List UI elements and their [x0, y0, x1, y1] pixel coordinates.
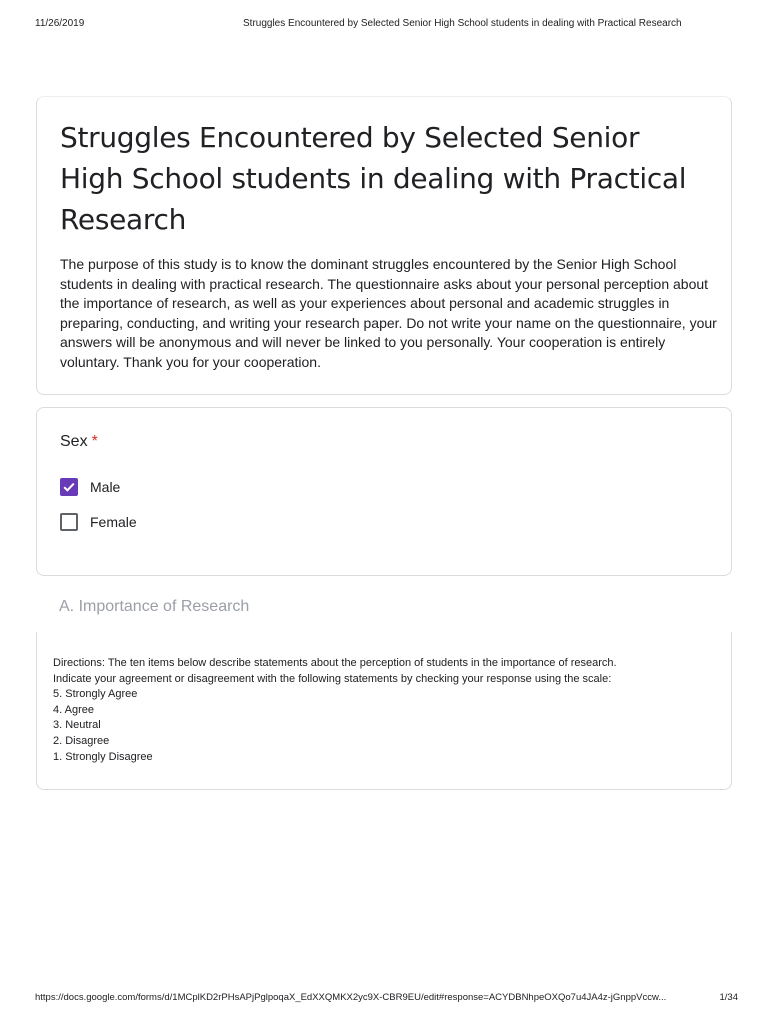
page-number: 1/34 [719, 992, 738, 1003]
question-title [60, 433, 98, 451]
print-url: https://docs.google.com/forms/d/1MCplKD2rPHsAPjPglpoqaX_EdXXQMKX2yc9X-CBR9EU/edit#response=ACYDBNhpeOXQo7u4JA4z-jGnppVccw... [35, 992, 667, 1003]
print-page-title: Struggles Encountered by Selected Senior High School students in dealing with Practical Research [243, 18, 682, 29]
section-title: A. Importance of Research [59, 598, 250, 615]
print-date: 11/26/2019 [35, 18, 85, 29]
section-description-card [36, 632, 732, 790]
option-female[interactable] [60, 512, 137, 532]
option-label: Female [90, 514, 137, 530]
form-description: The purpose of this study is to know the dominant struggles encountered by the Senior High School students in dealing with practical research. The questionnaire asks about your personal perception about the importance of research, as well as your experiences about personal and academic struggles in preparing, conducting, and writing your research paper. Do not write your name on the questionnaire, your answers will be anonymous and will never be linked to you personally. Your cooperation is entirely voluntary. Thank you for your cooperation. [60, 256, 717, 370]
print-header [35, 18, 738, 32]
directions-line: Directions: The ten items below describe statements about the perception of students in the importance of research. [53, 657, 617, 669]
question-card-sex [36, 407, 732, 576]
form-title: Struggles Encountered by Selected Senior High School students in dealing with Practical Research [60, 121, 687, 236]
option-male[interactable] [60, 477, 120, 497]
option-label: Male [90, 479, 121, 495]
form-title-card [36, 96, 732, 395]
print-footer [35, 992, 738, 1006]
scale-item: 5. Strongly Agree [53, 688, 138, 701]
scale-item: 1. Strongly Disagree [53, 750, 153, 763]
scale-item: 2. Disagree [53, 734, 110, 747]
question-label: Sex [60, 433, 88, 450]
required-asterisk: * [91, 433, 98, 450]
scale-item: 3. Neutral [53, 719, 101, 732]
directions-line: Indicate your agreement or disagreement with the following statements by checking your response using the scale: [53, 672, 612, 685]
checkbox-checked-icon[interactable] [60, 478, 78, 496]
checkbox-unchecked-icon[interactable] [60, 513, 78, 531]
section-directions [53, 656, 703, 765]
scale-item: 4. Agree [53, 703, 94, 716]
